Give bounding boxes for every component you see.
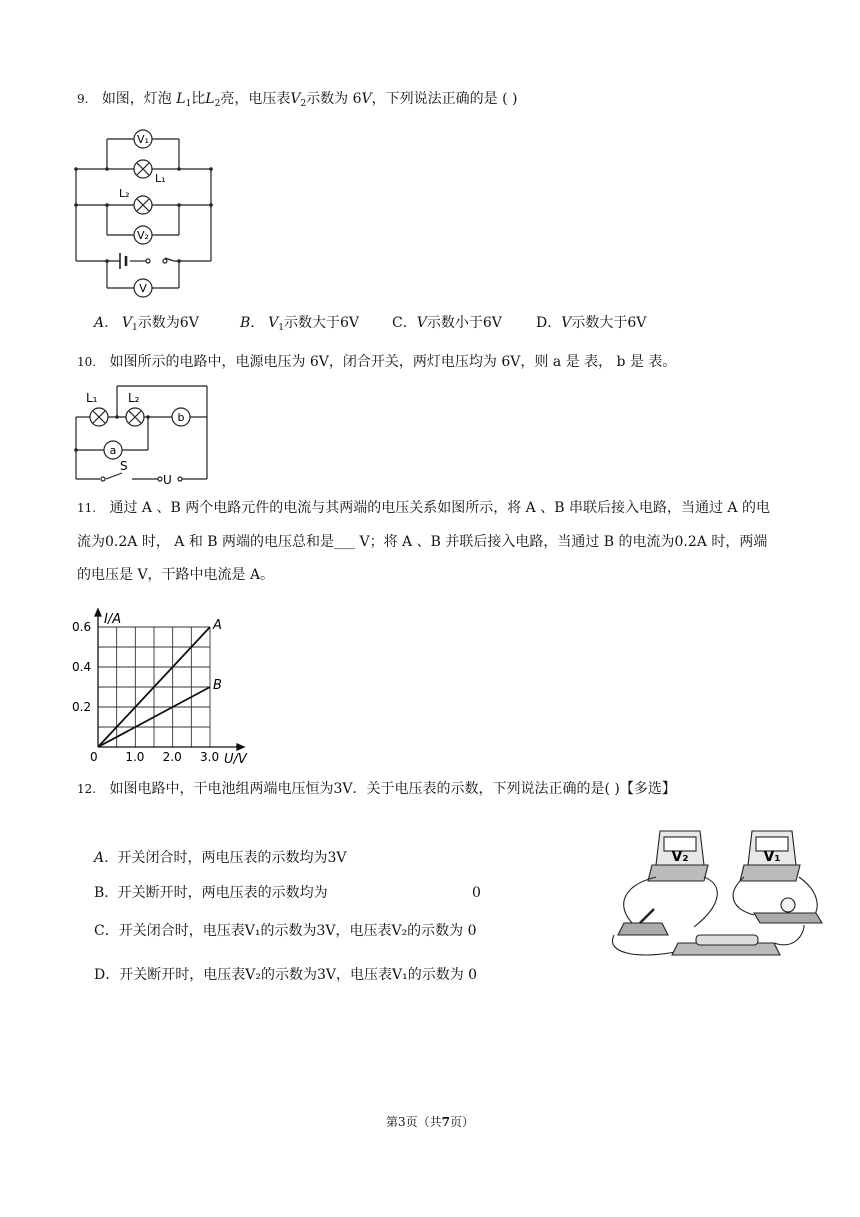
q9-diagram-l1-label: L₁ — [155, 172, 166, 185]
q12-stem: 12. 如图电路中，干电池组两端电压恒为3V．关于电压表的示数，下列说法正确的是( )【多选】 — [77, 781, 676, 797]
q11-line1: 11. 通过 A 、B 两个电路元件的电流与其两端的电压关系如图所示，将 A 、B 串联后接入电路，当通过 A 的电 — [77, 500, 770, 516]
q10-stem: 10. 如图所示的电路中，电源电压为 6V，闭合开关，两灯电压均为 6V，则 a 是 表， b 是 表。 — [77, 354, 677, 370]
q9-diagram-v1-label: V₁ — [137, 133, 149, 146]
x-axis-label: U/V — [224, 752, 247, 767]
q10-diagram-a-label: a — [109, 444, 117, 457]
q11-iv-chart — [72, 605, 262, 765]
y-tick-label: 0.4 — [72, 660, 92, 674]
q9-circuit-diagram — [72, 125, 222, 305]
x-tick-label: 3.0 — [200, 750, 220, 764]
q10-diagram-l2-label: L₂ — [128, 391, 140, 405]
q9-diagram-v2-label: V₂ — [137, 229, 149, 242]
q12-right-meter-label: V₁ — [763, 849, 781, 865]
q9-option-b[interactable]: B. $V_1$示数大于6V — [240, 315, 359, 333]
q10-circuit-diagram — [72, 380, 222, 490]
y-tick-label: 0.2 — [72, 700, 92, 714]
series-label-B: B — [213, 678, 222, 693]
y-axis-arrow — [95, 609, 101, 616]
q12-circuit-picture — [604, 825, 824, 965]
x-axis-arrow — [237, 744, 244, 750]
q9-option-d[interactable]: D．V示数大于6V — [536, 315, 647, 331]
q9-text: 如图，灯泡 $L_1$比$L_2$亮，电压表$V_2$示数为 6V，下列说法正确的是 ( ) — [101, 91, 518, 109]
q9-option-c[interactable]: C．V示数小于6V — [392, 315, 502, 331]
q12-option-b[interactable]: B. 开关断开时，两电压表的示数均为 0 — [94, 885, 481, 901]
y-tick-label: 0.6 — [72, 620, 92, 634]
q12-option-a[interactable]: A. 开关闭合时，两电压表的示数均为3V — [94, 850, 347, 866]
x-tick-label: 0 — [90, 750, 98, 764]
q12-left-meter-label: V₂ — [671, 849, 689, 865]
x-tick-label: 1.0 — [125, 750, 145, 764]
q9-diagram-v-label: V — [139, 282, 147, 295]
q11-line2: 流为0.2A 时， A 和 B 两端的电压总和是___ V；将 A 、B 并联后接入电路，当通过 B 的电流为0.2A 时，两端 — [77, 534, 768, 550]
y-axis-label: I/A — [104, 612, 122, 627]
page-footer: 第3页（共7页） — [385, 1115, 474, 1129]
series-label-A: A — [213, 618, 222, 633]
q12-option-d[interactable]: D．开关断开时，电压表V₂的示数为3V，电压表V₁的示数为 0 — [94, 967, 478, 983]
q10-diagram-u-label: U — [163, 473, 172, 487]
q10-diagram-s-label: S — [120, 459, 128, 473]
q9-option-a[interactable]: A. $V_1$示数为6V — [94, 315, 199, 333]
q9-diagram-l2-label: L₂ — [119, 187, 130, 200]
x-tick-label: 2.0 — [162, 750, 182, 764]
q12-option-c[interactable]: C．开关闭合时，电压表V₁的示数为3V，电压表V₂的示数为 0 — [94, 923, 477, 939]
q10-diagram-l1-label: L₁ — [86, 391, 98, 405]
q9-stem: 9. 如图，灯泡 $L_1$比$L_2$亮，电压表$V_2$示数为 6V，下列说法正确的是 ( ) — [77, 91, 518, 109]
q10-diagram-b-label: b — [177, 411, 185, 424]
q11-line3: 的电压是 V，干路中电流是 A。 — [77, 567, 275, 583]
